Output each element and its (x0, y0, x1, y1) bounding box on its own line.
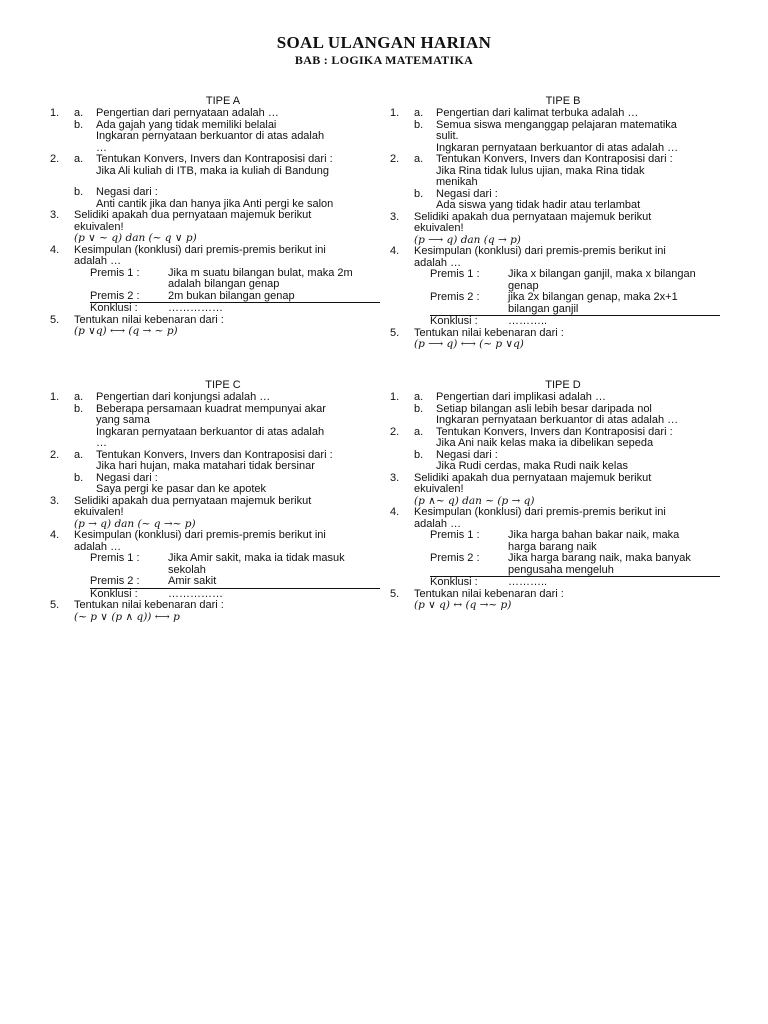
question-text: Pengertian dari kalimat terbuka adalah … (436, 107, 639, 119)
math-expression: (𝑝 ⟶ 𝑞) dan (𝑞 → 𝑝) (414, 233, 521, 246)
text-line: Amir sakit (168, 575, 217, 587)
konklusi (44, 303, 380, 315)
konklusi-blank: …………… (168, 587, 223, 600)
question-4 (44, 245, 380, 268)
question-text: Tentukan nilai kebenaran dari : (74, 313, 224, 326)
question-text (96, 187, 380, 210)
text-line: Kesimpulan (konklusi) dari premis-premis berikut ini (74, 243, 326, 256)
premis-2 (44, 291, 380, 303)
question-text (74, 245, 380, 268)
question-text (436, 427, 720, 450)
question-text: Tentukan nilai kebenaran dari : (414, 587, 564, 600)
question-4 (384, 507, 720, 530)
question-1b (44, 404, 380, 450)
section-tipe-d (384, 380, 720, 612)
text-line: Tentukan Konvers, Invers dan Kontraposisi dari : (436, 153, 673, 165)
text-line: Selidiki apakah dua pernyataan majemuk berikut (74, 494, 312, 507)
text-line: Negasi dari : (436, 448, 498, 461)
text-line: … (96, 437, 107, 449)
item-letter: b. (74, 186, 84, 198)
question-number: 3. (50, 209, 60, 221)
text-line: ekuivalen! (414, 222, 464, 234)
premis-1 (44, 268, 380, 291)
premis-label: Premis 2 : (430, 291, 480, 303)
question-text (414, 212, 720, 235)
konklusi (384, 316, 720, 328)
premis-text (168, 291, 380, 303)
premis-1 (384, 530, 720, 553)
item-letter: a. (414, 153, 424, 165)
question-number: 3. (390, 471, 400, 484)
text-line: pengusaha mengeluh (508, 563, 614, 576)
question-5 (44, 600, 380, 623)
question-text (74, 210, 380, 233)
question-text (414, 246, 720, 269)
text-line: Jika harga bahan bakar naik, maka (508, 529, 680, 541)
text-line: sekolah (168, 563, 206, 576)
text-line: Tentukan Konvers, Invers dan Kontraposisi dari : (96, 153, 333, 165)
konklusi-label: Konklusi : (430, 315, 478, 327)
item-letter: b. (74, 402, 84, 415)
text-line: Jika Ani naik kelas maka ia dibelikan sepeda (436, 437, 654, 449)
question-1a (44, 392, 380, 404)
konklusi-label: Konklusi : (90, 587, 138, 600)
question-text: Pengertian dari pernyataan adalah … (96, 107, 279, 119)
question-text: Pengertian dari implikasi adalah … (436, 391, 606, 403)
question-5 (384, 328, 720, 351)
konklusi-label: Konklusi : (90, 302, 138, 314)
konklusi-blank: ……….. (508, 576, 548, 588)
text-line: Saya pergi ke pasar dan ke apotek (96, 483, 267, 495)
page-subtitle: BAB : LOGIKA MATEMATIKA (294, 53, 474, 67)
question-number: 5. (390, 587, 400, 600)
section-title: TIPE C (205, 379, 241, 391)
item-letter: a. (414, 107, 424, 119)
text-line: Kesimpulan (konklusi) dari premis-premis berikut ini (74, 529, 326, 541)
section-title: TIPE A (205, 95, 241, 107)
premis-text (168, 268, 380, 291)
text-line: Jika harga barang naik, maka banyak (508, 552, 691, 564)
question-2a (44, 154, 380, 177)
question-number: 2. (390, 425, 400, 438)
text-line: menikah (436, 176, 478, 188)
item-letter: a. (414, 391, 424, 403)
question-number: 3. (50, 494, 60, 507)
text-line: Ada siswa yang tidak hadir atau terlambat (436, 199, 641, 211)
premis-label: Premis 2 : (430, 552, 480, 564)
text-line: genap (508, 279, 539, 292)
text-line: Jika Rudi cerdas, maka Rudi naik kelas (436, 460, 628, 472)
item-letter: b. (414, 187, 424, 200)
math-expression: (𝑝 ∨𝑞) ⟷ (𝑞 → ∼ 𝑝) (74, 325, 178, 337)
text-line: Ingkaran pernyataan berkuantor di atas adalah (96, 425, 325, 438)
premis-text (508, 530, 720, 553)
question-1b (384, 120, 720, 155)
item-letter: a. (414, 425, 424, 438)
premis-text (508, 269, 720, 292)
text-line: adalah … (74, 255, 122, 267)
question-text (74, 530, 380, 553)
text-line: Jika m suatu bilangan bulat, maka 2m (168, 266, 353, 279)
question-number: 1. (50, 107, 60, 119)
question-text: Tentukan nilai kebenaran dari : (414, 326, 564, 339)
question-1a (44, 108, 380, 120)
question-3 (384, 212, 720, 247)
text-line: Ada gajah yang tidak memiliki belalai (96, 118, 277, 131)
question-1b (44, 120, 380, 155)
text-line: Jika Rina tidak lulus ujian, maka Rina tidak (436, 164, 645, 177)
premis-2 (384, 553, 720, 576)
text-line: Jika hari hujan, maka matahari tidak bersinar (96, 460, 315, 472)
konklusi (384, 577, 720, 589)
question-number: 1. (390, 107, 400, 119)
question-text (436, 154, 720, 189)
math-expression: (𝑝 ∨ ∼ 𝑞) dan (∼ 𝑞 ∨ 𝑝) (74, 232, 197, 244)
question-2a (384, 154, 720, 189)
question-3 (384, 473, 720, 508)
text-line: … (96, 141, 107, 154)
premis-1 (44, 553, 380, 576)
question-number: 2. (390, 153, 400, 165)
text-line: Negasi dari : (96, 471, 158, 484)
question-number: 5. (50, 313, 60, 326)
question-5 (384, 589, 720, 612)
math-expression: (𝑝 ∧∼ 𝑞) dan ∼ (𝑝 → 𝑞) (414, 494, 535, 507)
text-line: Kesimpulan (konklusi) dari premis-premis berikut ini (414, 245, 666, 257)
text-line: Kesimpulan (konklusi) dari premis-premis berikut ini (414, 506, 666, 518)
konklusi-blank: …………… (168, 302, 223, 314)
section-tipe-c (44, 380, 380, 623)
text-line: Ingkaran pernyataan berkuantor di atas adalah … (436, 414, 679, 426)
text-line: ekuivalen! (414, 483, 464, 495)
item-letter: a. (74, 391, 84, 403)
question-1b (384, 404, 720, 427)
question-2a (384, 427, 720, 450)
text-line: Beberapa persamaan kuadrat mempunyai akar (96, 402, 326, 415)
question-text: Pengertian dari konjungsi adalah … (96, 391, 271, 403)
question-3 (44, 210, 380, 245)
text-line: Tentukan Konvers, Invers dan Kontraposisi dari : (436, 425, 673, 438)
premis-label: Premis 2 : (90, 575, 140, 587)
text-line: ekuivalen! (74, 506, 124, 518)
section-tipe-b (384, 96, 720, 351)
premis-text (508, 292, 720, 315)
text-line: Jika x bilangan ganjil, maka x bilangan (508, 268, 696, 280)
text-line: Negasi dari : (96, 186, 158, 198)
question-text (96, 154, 380, 177)
text-line: adalah bilangan genap (168, 278, 280, 290)
premis-2 (384, 292, 720, 315)
text-line: sulit. (436, 130, 459, 142)
premis-text (508, 553, 720, 576)
item-letter: b. (74, 118, 84, 131)
item-letter: b. (74, 471, 84, 484)
question-number: 2. (50, 153, 60, 165)
text-line: Setiap bilangan asli lebih besar daripada nol (436, 402, 652, 415)
question-1a (384, 392, 720, 404)
text-line: adalah … (74, 540, 122, 553)
question-number: 5. (390, 326, 400, 339)
premis-label: Premis 2 : (90, 289, 140, 302)
text-line: yang sama (96, 414, 150, 426)
premis-text (168, 576, 380, 588)
premis-label: Premis 1 : (430, 529, 480, 541)
premis-label: Premis 1 : (90, 552, 140, 564)
question-text (96, 404, 380, 450)
text-line: Negasi dari : (436, 187, 498, 200)
question-text (96, 450, 380, 473)
question-2b (44, 473, 380, 496)
question-1a (384, 108, 720, 120)
item-letter: a. (74, 448, 84, 461)
question-text (436, 404, 720, 427)
premis-label: Premis 1 : (90, 266, 140, 279)
text-line: Selidiki apakah dua pernyataan majemuk berikut (414, 210, 652, 223)
premis-text (168, 553, 380, 576)
premis-label: Premis 1 : (430, 268, 480, 280)
question-4 (44, 530, 380, 553)
text-line: 2m bukan bilangan genap (168, 289, 295, 302)
text-line: Jika Ali kuliah di ITB, maka ia kuliah di Bandung (96, 164, 329, 177)
question-number: 2. (50, 448, 60, 461)
math-expression: (𝑝 → 𝑞) dan (∼ 𝑞 →∼ 𝑝) (74, 517, 196, 530)
question-number: 5. (50, 599, 60, 611)
question-number: 1. (50, 391, 60, 403)
text-line: harga barang naik (508, 540, 597, 553)
question-text (74, 496, 380, 519)
text-line: Anti cantik jika dan hanya jika Anti pergi ke salon (96, 197, 334, 210)
premis-2 (44, 576, 380, 588)
question-text (96, 473, 380, 496)
item-letter: b. (414, 118, 424, 131)
text-line: adalah … (414, 517, 462, 530)
section-title: TIPE D (545, 379, 581, 391)
item-letter: a. (74, 107, 84, 119)
konklusi-label: Konklusi : (430, 576, 478, 588)
text-line: Selidiki apakah dua pernyataan majemuk berikut (74, 209, 312, 221)
question-text (96, 120, 380, 155)
section-tipe-a (44, 96, 380, 338)
question-2a (44, 450, 380, 473)
question-3 (44, 496, 380, 531)
item-letter: b. (414, 448, 424, 461)
text-line: Ingkaran pernyataan berkuantor di atas adalah (96, 130, 325, 142)
section-title: TIPE B (545, 95, 581, 107)
question-text (436, 120, 720, 155)
text-line: jika 2x bilangan genap, maka 2x+1 (508, 291, 678, 303)
question-2b (384, 189, 720, 212)
question-2b (44, 187, 380, 210)
question-number: 1. (390, 391, 400, 403)
text-line: Semua siswa menganggap pelajaran matematika (436, 118, 677, 131)
text-line: bilangan ganjil (508, 302, 579, 315)
text-line: ekuivalen! (74, 220, 124, 233)
text-line: adalah … (414, 256, 462, 269)
question-text (414, 473, 720, 496)
question-2b (384, 450, 720, 473)
question-number: 3. (390, 210, 400, 223)
item-letter: a. (74, 153, 84, 165)
math-expression: (𝑝 ⟶ 𝑞) ⟷ (∼ 𝑝 ∨𝑞) (414, 338, 524, 350)
question-number: 4. (390, 245, 400, 257)
question-number: 4. (50, 243, 60, 256)
question-number: 4. (390, 506, 400, 518)
math-expression: (∼ 𝑝 ∨ (𝑝 ∧ 𝑞)) ⟷ 𝑝 (74, 610, 180, 623)
question-text (414, 507, 720, 530)
question-4 (384, 246, 720, 269)
question-number: 4. (50, 529, 60, 541)
text-line: Selidiki apakah dua pernyataan majemuk berikut (414, 471, 652, 484)
text-line: Jika Amir sakit, maka ia tidak masuk (168, 552, 345, 564)
question-text (436, 450, 720, 473)
page-title: SOAL ULANGAN HARIAN (276, 33, 492, 52)
question-text (436, 189, 720, 212)
premis-1 (384, 269, 720, 292)
question-text: Tentukan nilai kebenaran dari : (74, 599, 224, 611)
item-letter: b. (414, 402, 424, 415)
text-line: Ingkaran pernyataan berkuantor di atas adalah … (436, 141, 679, 154)
math-expression: (𝑝 ∨ 𝑞) ↔ (𝑞 →∼ 𝑝) (414, 599, 512, 611)
konklusi-blank: ……….. (508, 315, 548, 327)
question-5 (44, 315, 380, 338)
text-line: Tentukan Konvers, Invers dan Kontraposisi dari : (96, 448, 333, 461)
